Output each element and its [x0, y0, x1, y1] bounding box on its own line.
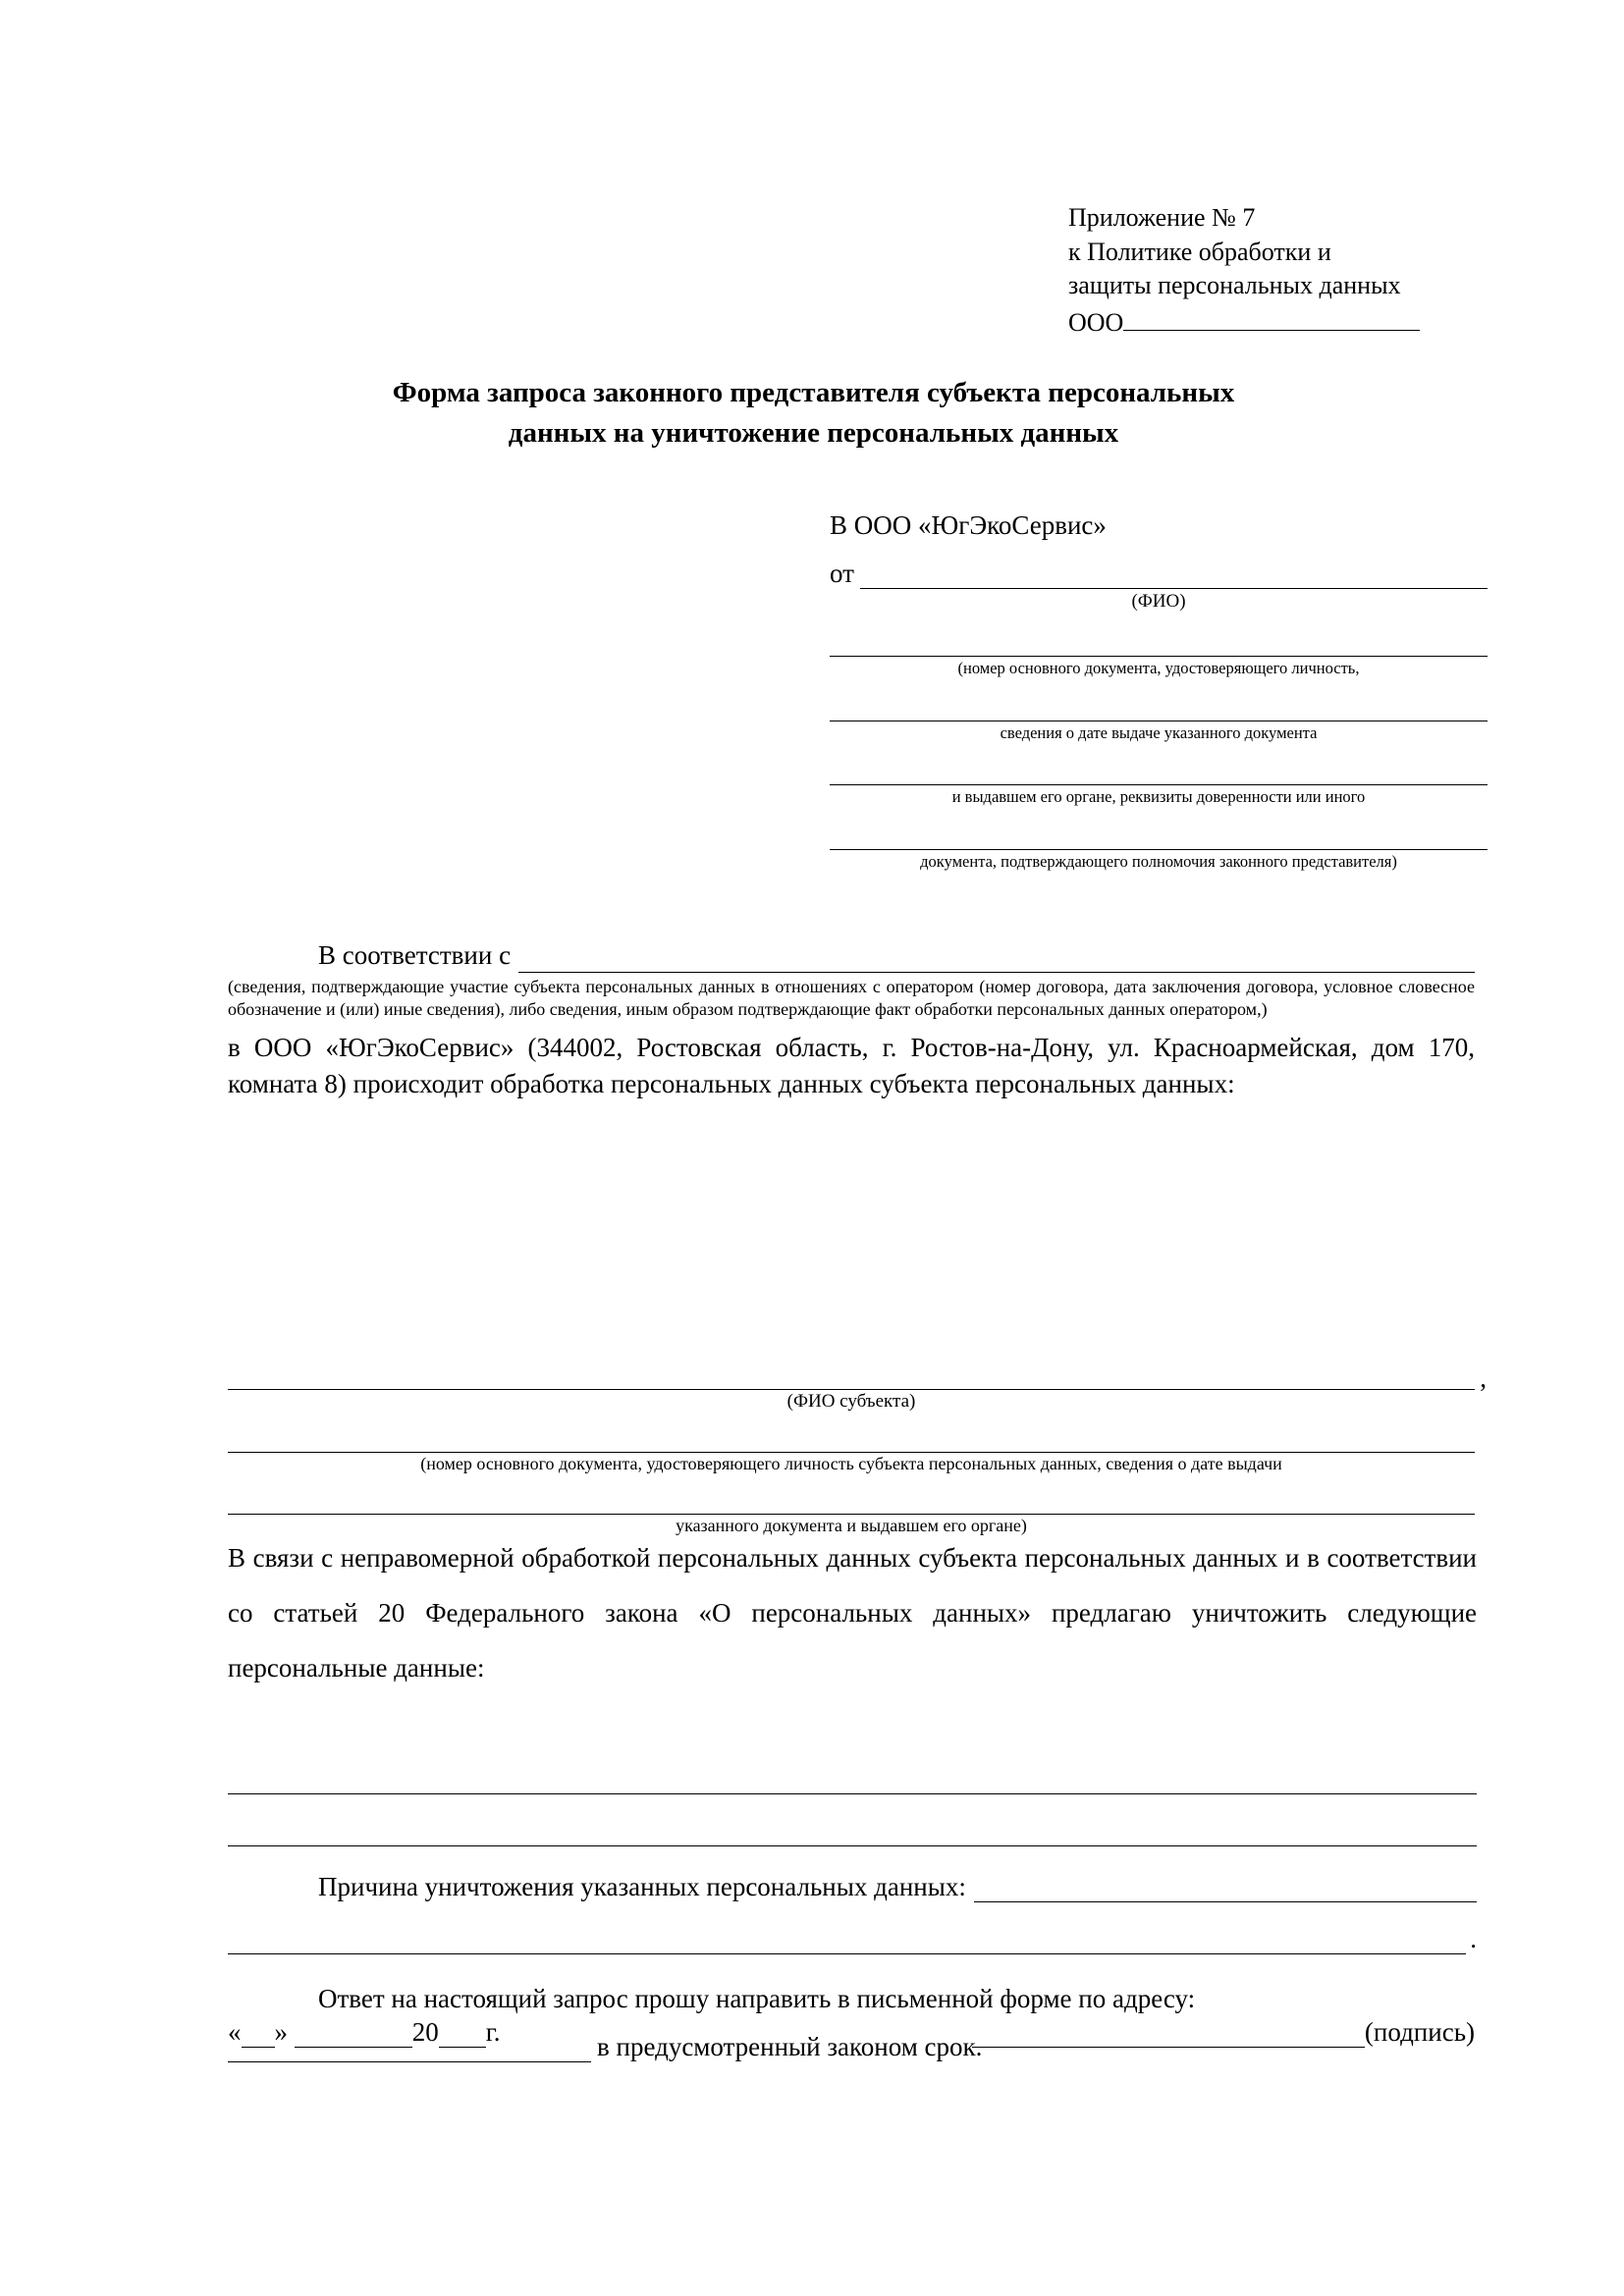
answer-address-tail: в предусмотренный законом срок. — [597, 2032, 983, 2061]
body-accordance-block — [228, 937, 1475, 1103]
subject-fio-line[interactable] — [228, 1360, 1475, 1390]
subject-issuer-line[interactable] — [228, 1484, 1475, 1515]
reason-input-line[interactable] — [974, 1874, 1477, 1902]
accordance-note: (сведения, подтверждающие участие субъекта персональных данных в отношениях с оператором (номер договора, дата заключения договора, условное словесное обозначение и (или) иные сведения), либо сведения, иным образом подтверждающие факт обработки персональных данных оператором,) — [228, 977, 1475, 1019]
destruction-data-line-1[interactable] — [228, 1764, 1477, 1794]
reason-input-line-2[interactable] — [228, 1926, 1466, 1954]
doc-date-line[interactable] — [830, 691, 1488, 721]
caption-subject-fio: (ФИО субъекта) — [786, 1391, 916, 1412]
caption-doc-1: (номер основного документа, удостоверяющего личность, — [957, 658, 1360, 677]
quote-close: » — [274, 2017, 288, 2047]
day-blank[interactable] — [242, 2019, 275, 2048]
appendix-line-1: Приложение № 7 — [1068, 203, 1256, 232]
appendix-line-4 — [1068, 303, 1481, 341]
from-label: от — [830, 559, 854, 588]
destruction-data-line-2[interactable] — [228, 1816, 1477, 1846]
doc-issuer-line[interactable] — [830, 755, 1488, 785]
month-blank[interactable] — [295, 2019, 412, 2048]
caption-subject-doc-1: (номер основного документа, удостоверяющего личность субъекта персональных данных, сведения о дате выдачи — [420, 1454, 1282, 1473]
from-input-line[interactable] — [860, 559, 1488, 589]
reason-label: Причина уничтожения указанных персональных данных: — [318, 1872, 966, 1901]
subject-identification-block — [228, 1360, 1475, 1536]
caption-doc-2: сведения о дате выдаче указанного документа — [1000, 722, 1318, 742]
signature-date — [228, 2017, 501, 2048]
caption-subject-doc-2: указанного документа и выдавшем его органе) — [676, 1516, 1027, 1535]
signature-line[interactable] — [972, 2019, 1365, 2048]
page-title-line-1: Форма запроса законного представителя субъекта персональных — [392, 377, 1235, 408]
year-prefix: 20 — [411, 2017, 439, 2047]
addressee-block — [830, 510, 1488, 872]
subject-doc-line[interactable] — [228, 1422, 1475, 1453]
appendix-block — [1068, 201, 1481, 341]
reason-row — [228, 1872, 1477, 1902]
appendix-line-3: защиты персональных данных — [1068, 271, 1401, 300]
accordance-input-line[interactable] — [518, 944, 1475, 973]
page-title-line-2: данных на уничтожение персональных данных — [508, 417, 1119, 450]
caption-doc-4: документа, подтверждающего полномочия законного представителя) — [920, 852, 1397, 872]
year-suffix: г. — [485, 2017, 501, 2047]
caption-doc-3: и выдавшем его органе, реквизиты доверенности или иного — [951, 787, 1366, 807]
from-row — [830, 559, 1488, 589]
subject-fio-row — [228, 1360, 1475, 1390]
reason-continuation-row — [228, 1924, 1477, 1954]
statement-paragraph: В связи с неправомерной обработкой персональных данных субъекта персональных данных и в соответствии со статьей 20 Федерального закона «О персональных данных» предлагаю уничтожить следующие персональные данные: — [228, 1543, 1477, 1682]
signature-right — [972, 2017, 1475, 2048]
signature-caption: (подпись) — [1364, 2017, 1475, 2047]
appendix-line-2: к Политике обработки и — [1068, 237, 1331, 266]
page-title — [222, 373, 1405, 454]
appendix-ooo-label: ООО — [1068, 308, 1124, 338]
doc-authority-line[interactable] — [830, 820, 1488, 850]
accordance-row — [228, 937, 1475, 973]
doc-number-line[interactable] — [830, 626, 1488, 657]
year-blank[interactable] — [439, 2019, 486, 2048]
addressee-organization: В ООО «ЮгЭкоСервис» — [830, 510, 1107, 540]
answer-paragraph: Ответ на настоящий запрос прошу направить в письменной форме по адресу: — [318, 1984, 1196, 2013]
operator-paragraph: в ООО «ЮгЭкоСервис» (344002, Ростовская область, г. Ростов-на-Дону, ул. Красноармейская, дом 170, комната 8) происходит обработка персональных данных субъекта персональных данных: — [228, 1033, 1475, 1099]
appendix-ooo-blank — [1123, 303, 1420, 331]
caption-fio: (ФИО) — [1131, 591, 1186, 612]
accordance-label: В соответствии с — [318, 940, 512, 970]
signature-row — [228, 2017, 1475, 2048]
reason-period: . — [1470, 1924, 1477, 1953]
destruction-block — [228, 1742, 1477, 2062]
quote-open: « — [228, 2017, 242, 2047]
